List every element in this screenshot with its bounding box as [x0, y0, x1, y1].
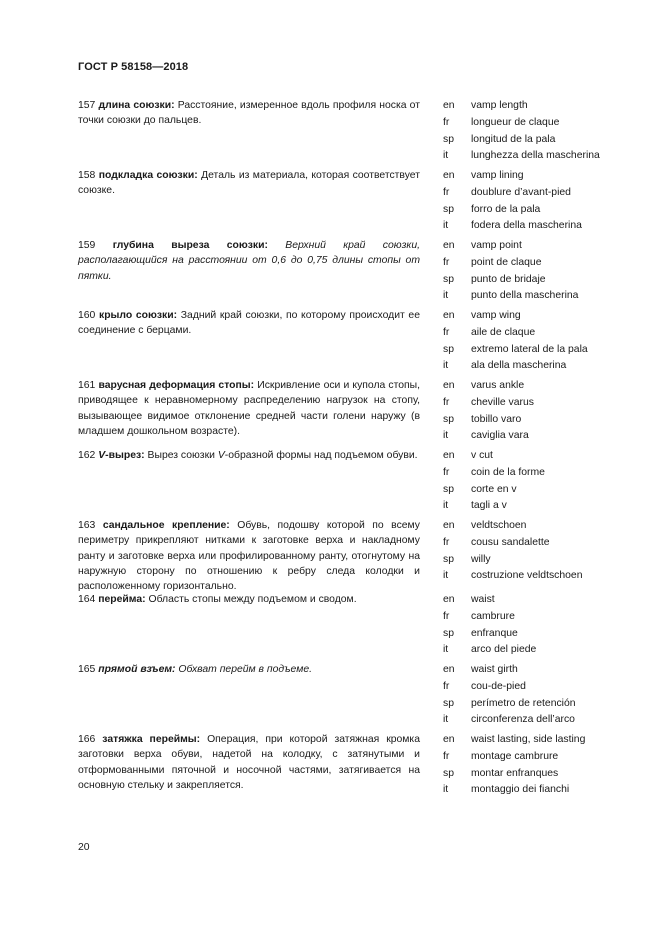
definition-text: Операция, при которой затяжная кромка заготовки верха обуви, надетой на колодку, с затянутыми и отформованными пяточной и носочной частями, затягивается на основную стельку и закрепляется.	[78, 734, 420, 791]
translation-it: it punto della mascherina	[443, 290, 579, 302]
translation-fr: fr montage cambrure	[443, 750, 559, 762]
term-name: подкладка союзки:	[98, 170, 198, 181]
translations	[443, 98, 623, 165]
translations	[443, 662, 623, 729]
term-name: V-вырез:	[98, 450, 145, 461]
translation-fr: fr longueur de claque	[443, 116, 560, 128]
translation-en: en veldtschoen	[443, 520, 527, 531]
term-name: прямой взъем:	[98, 664, 176, 675]
term-definition: 163 сандальное крепление: Обувь, подошву которой по всему периметру прикрепляют нитками к заготовке верха и накладному ранту и заготовке верха или профилированному ранту, отогнутому на наружную сторону по отношению к ребру следа колодки и расположенному горизонтально.	[78, 520, 420, 593]
translations	[443, 518, 623, 585]
term-definition: 158 подкладка союзки: Деталь из материала, которая соответствует союзке.	[78, 170, 420, 197]
definition-text: Деталь из материала, которая соответствует союзке.	[78, 170, 420, 197]
translations	[443, 732, 623, 799]
translation-fr: fr coin de la forme	[443, 466, 545, 478]
term-name: длина союзки:	[98, 100, 175, 111]
translation-en: en vamp point	[443, 240, 522, 251]
translation-en: en v cut	[443, 450, 493, 461]
term-definition: 160 крыло союзки: Задний край союзки, по которому происходит ее соединение с берцами.	[78, 310, 420, 337]
term-definition: 166 затяжка переймы: Операция, при которой затяжная кромка заготовки верха обуви, надетой на колодку, с затянутыми и отформованными пяточной и носочной частями, затягивается на основную стельку и закрепляется.	[78, 734, 420, 791]
term-name: крыло союзки:	[99, 310, 178, 321]
term-definition: 159 глубина выреза союзки: Верхний край союзки, располагающийся на расстоянии от 0,6 до 0,75 длины стопы от пятки.	[78, 240, 420, 282]
translation-it: it fodera della mascherina	[443, 220, 582, 232]
term-definition: 164 перейма: Область стопы между подъемом и сводом.	[78, 594, 357, 605]
translation-it: it lunghezza della mascherina	[443, 150, 600, 162]
translation-en: en vamp wing	[443, 310, 521, 321]
definition-text: Искривление оси и купола стопы, приводящее к неравномерному распределению нагрузок на стопу, вызывающее видимое отклонение средней части голени наружу (в младшем дошкольном возрасте).	[78, 380, 420, 437]
definition-text: Задний край союзки, по которому происходит ее соединение с берцами.	[78, 310, 420, 337]
term-definition: 161 варусная деформация стопы: Искривление оси и купола стопы, приводящее к неравномерному распределению нагрузок на стопу, вызывающее видимое отклонение средней части голени наружу (в младшем дошкольном возрасте).	[78, 380, 420, 437]
definition-text: Расстояние, измеренное вдоль профиля носка от точки союзки до пальцев.	[78, 100, 420, 127]
translation-fr: fr aile de claque	[443, 326, 536, 338]
translation-fr: fr cheville varus	[443, 396, 534, 408]
term-definition: 162 V-вырез: Вырез союзки V-образной формы над подъемом обуви.	[78, 450, 418, 461]
translation-en: en waist lasting, side lasting	[443, 734, 586, 745]
translations	[443, 448, 623, 515]
page-number: 20	[78, 842, 90, 853]
translation-fr: fr cou-de-pied	[443, 680, 526, 692]
translation-sp: sp extremo lateral de la pala	[443, 343, 588, 355]
translation-sp: sp longitud de la pala	[443, 133, 556, 145]
translation-it: it caviglia vara	[443, 430, 529, 442]
definition-text: -образной формы над подъемом обуви.	[224, 450, 418, 461]
translations	[443, 592, 623, 659]
definition-text: Обувь, подошву которой по всему периметру прикрепляют нитками к заготовке верха и накладному ранту и заготовке верха или профилированному ранту, отогнутому на наружную сторону по отношению к ребру следа колодки и расположенному горизонтально.	[78, 520, 420, 593]
term-name: затяжка переймы:	[102, 734, 201, 745]
translation-en: en waist girth	[443, 664, 518, 675]
definition-text: Верхний край союзки, располагающийся на расстоянии от 0,6 до 0,75 длины стопы от пятки.	[78, 240, 420, 282]
translation-en: en waist	[443, 594, 495, 605]
translation-sp: sp willy	[443, 553, 491, 565]
translation-en: en varus ankle	[443, 380, 525, 391]
translations	[443, 168, 623, 235]
translation-sp: sp corte en v	[443, 483, 517, 495]
definition-text: Обхват перейм в подъеме.	[175, 664, 312, 675]
definition-text: Область стопы между подъемом и сводом.	[145, 594, 357, 605]
translation-it: it tagli a v	[443, 500, 507, 512]
translation-en: en vamp length	[443, 100, 528, 111]
term-name: перейма:	[98, 594, 146, 605]
translation-it: it ala della mascherina	[443, 360, 567, 372]
translation-sp: sp enfranque	[443, 627, 518, 639]
translation-fr: fr doublure d’avant-pied	[443, 186, 571, 198]
translation-it: it arco del piede	[443, 644, 537, 656]
term-definition: 165 прямой взъем: Обхват перейм в подъеме.	[78, 664, 312, 675]
translations	[443, 238, 623, 305]
translation-sp: sp montar enfranques	[443, 767, 559, 779]
translation-fr: fr cousu sandalette	[443, 536, 550, 548]
term-name: сандальное крепление:	[102, 520, 230, 531]
translation-it: it circonferenza dell’arco	[443, 714, 575, 726]
translation-fr: fr cambrure	[443, 610, 515, 622]
translation-fr: fr point de claque	[443, 256, 542, 268]
term-name: глубина выреза союзки:	[112, 240, 268, 251]
translation-sp: sp punto de bridaje	[443, 273, 546, 285]
translation-sp: sp forro de la pala	[443, 203, 541, 215]
term-definition: 157 длина союзки: Расстояние, измеренное вдоль профиля носка от точки союзки до пальцев.	[78, 100, 420, 127]
translation-sp: sp perímetro de retención	[443, 697, 576, 709]
standard-header: ГОСТ Р 58158—2018	[78, 61, 189, 73]
translations	[443, 308, 623, 375]
translation-it: it montaggio dei fianchi	[443, 784, 570, 796]
translations	[443, 378, 623, 445]
translation-sp: sp tobillo varo	[443, 413, 522, 425]
translation-en: en vamp lining	[443, 170, 524, 181]
translation-it: it costruzione veldtschoen	[443, 570, 583, 582]
term-name: варусная деформация стопы:	[98, 380, 255, 391]
